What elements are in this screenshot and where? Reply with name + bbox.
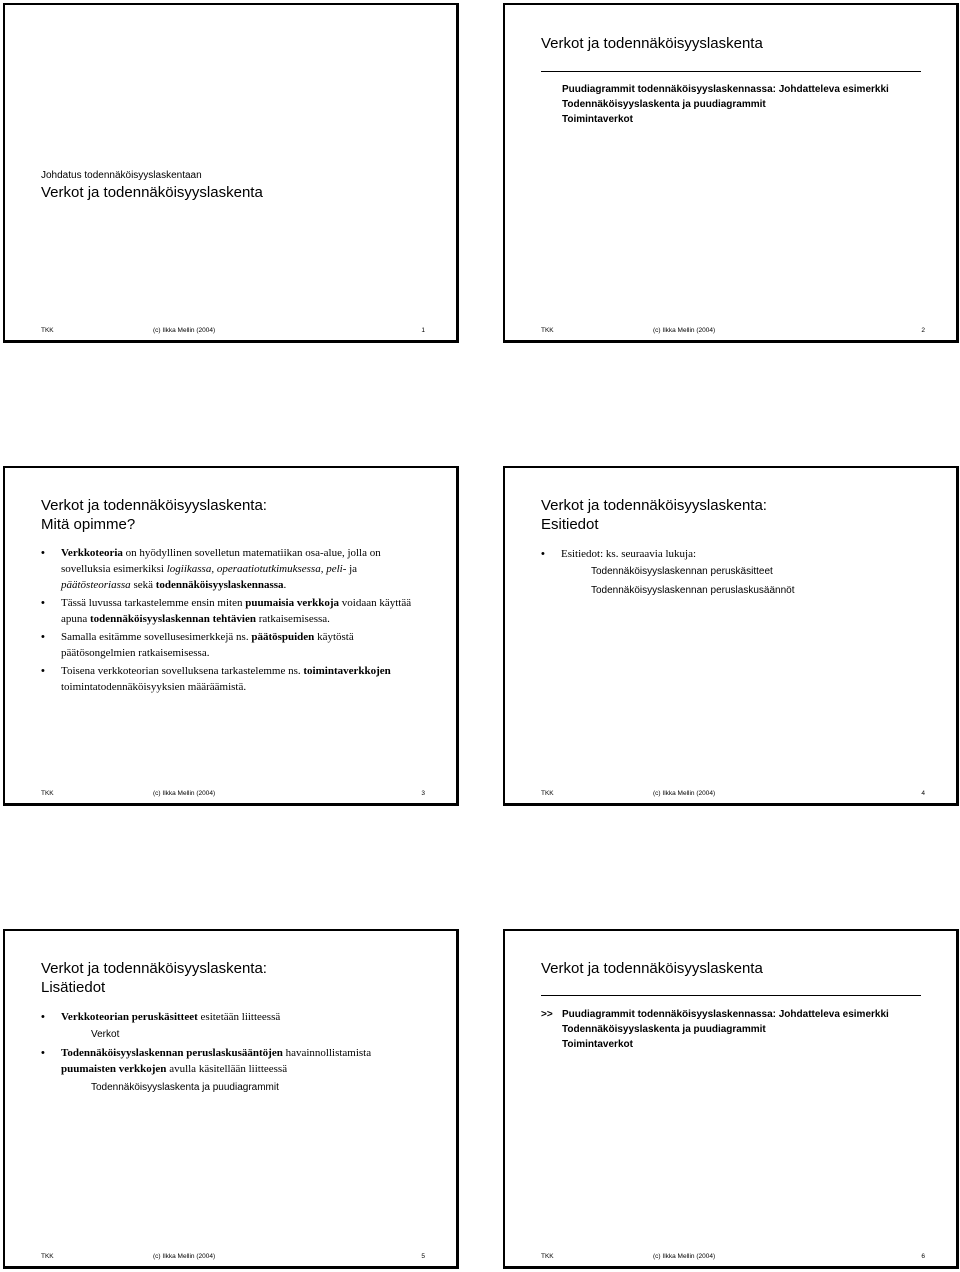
bullet-item: • Todennäköisyyslaskennan peruslaskusääntöjen havainnollistamista puumaisten verkkojen avulla käsitellään liitteessä	[41, 1047, 372, 1075]
appendix-reference: Todennäköisyyslaskenta ja puudiagrammit	[91, 1082, 279, 1093]
page-number: 3	[421, 790, 425, 797]
slide-title-line-1: Verkot ja todennäköisyyslaskenta:	[41, 960, 267, 977]
slide-footer	[41, 1251, 425, 1263]
bullet-dot-icon: •	[41, 597, 45, 609]
toc-item-3: Toimintaverkot	[562, 114, 633, 125]
slide-body	[41, 545, 421, 697]
bullet-dot-icon: •	[41, 665, 45, 677]
slide-6	[503, 929, 959, 1269]
footer-author: (c) Ilkka Mellin (2004)	[653, 1253, 716, 1260]
footer-org: TKK	[541, 327, 554, 334]
bullet-dot-icon: •	[41, 1047, 45, 1059]
slide-footer	[541, 325, 925, 337]
slide-title: Verkot ja todennäköisyyslaskenta	[41, 184, 263, 201]
bullet-item: • Toisena verkkoteorian sovelluksena tarkastelemme ns. toimintaverkkojen toimintatodennäköisyyksien määräämistä.	[41, 665, 391, 693]
bullet-item: • Verkkoteoria on hyödyllinen sovelletun matematiikan osa-alue, jolla on sovelluksia esimerkiksi logiikassa, operaatiotutkimuksessa, peli- ja päätösteoriassa sekä todennäköisyyslaskennassa.	[41, 547, 381, 591]
slide-title-line-2: Lisätiedot	[41, 979, 106, 996]
footer-org: TKK	[541, 1253, 554, 1260]
bullet-item: • Tässä luvussa tarkastelemme ensin miten puumaisia verkkoja voidaan käyttää apuna todennäköisyyslaskennan tehtävien ratkaisemisessa.	[41, 597, 412, 625]
slide-4	[503, 466, 959, 806]
bullet-dot-icon: •	[41, 547, 45, 559]
current-section-marker: >>	[541, 1009, 553, 1020]
toc-item-3: Toimintaverkot	[562, 1039, 633, 1050]
page-number: 4	[921, 790, 925, 797]
slide-title: Verkot ja todennäköisyyslaskenta	[541, 35, 763, 52]
slide-body	[541, 546, 921, 564]
footer-org: TKK	[41, 327, 54, 334]
slide-footer	[41, 325, 425, 337]
slide-title-line-1: Verkot ja todennäköisyyslaskenta:	[541, 497, 767, 514]
footer-org: TKK	[41, 1253, 54, 1260]
footer-author: (c) Ilkka Mellin (2004)	[153, 790, 216, 797]
appendix-reference: Verkot	[91, 1029, 120, 1040]
footer-author: (c) Ilkka Mellin (2004)	[153, 1253, 216, 1260]
title-rule	[541, 71, 921, 72]
footer-org: TKK	[41, 790, 54, 797]
toc-item-2: Todennäköisyyslaskenta ja puudiagrammit	[562, 99, 766, 110]
page-number: 6	[921, 1253, 925, 1260]
slide-3	[3, 466, 459, 806]
reference-item-1: Todennäköisyyslaskennan peruskäsitteet	[591, 566, 773, 577]
toc-item-2: Todennäköisyyslaskenta ja puudiagrammit	[562, 1024, 766, 1035]
reference-item-2: Todennäköisyyslaskennan peruslaskusäännöt	[591, 585, 795, 596]
slide-footer	[541, 788, 925, 800]
slide-5	[3, 929, 459, 1269]
bullet-dot-icon: •	[541, 548, 545, 560]
slide-footer	[541, 1251, 925, 1263]
footer-author: (c) Ilkka Mellin (2004)	[653, 327, 716, 334]
toc-item-1: Puudiagrammit todennäköisyyslaskennassa: Johdatteleva esimerkki	[562, 1009, 889, 1020]
slide-body	[41, 1045, 421, 1079]
bullet-dot-icon: •	[41, 631, 45, 643]
toc-item-1: Puudiagrammit todennäköisyyslaskennassa: Johdatteleva esimerkki	[562, 84, 889, 95]
bullet-dot-icon: •	[41, 1011, 45, 1023]
slide-title-line-1: Verkot ja todennäköisyyslaskenta:	[41, 497, 267, 514]
page-number: 2	[921, 327, 925, 334]
slide-1	[3, 3, 459, 343]
footer-author: (c) Ilkka Mellin (2004)	[653, 790, 716, 797]
bullet-item: • Samalla esitämme sovellusesimerkkejä ns. päätöspuiden käytöstä päätösongelmien ratkaisemisessa.	[41, 631, 354, 659]
slide-title: Verkot ja todennäköisyyslaskenta	[541, 960, 763, 977]
slide-footer	[41, 788, 425, 800]
bullet-item: • Verkkoteorian peruskäsitteet esitetään liitteessä	[41, 1011, 281, 1023]
slide-body	[41, 1009, 421, 1027]
bullet-item: • Esitiedot: ks. seuraavia lukuja:	[541, 548, 697, 560]
slide-subtitle: Johdatus todennäköisyyslaskentaan	[41, 170, 202, 181]
footer-author: (c) Ilkka Mellin (2004)	[153, 327, 216, 334]
slide-title-line-2: Esitiedot	[541, 516, 599, 533]
slide-2	[503, 3, 959, 343]
title-rule	[541, 995, 921, 996]
page-number: 5	[421, 1253, 425, 1260]
page-number: 1	[421, 327, 425, 334]
footer-org: TKK	[541, 790, 554, 797]
slide-title-line-2: Mitä opimme?	[41, 516, 136, 533]
